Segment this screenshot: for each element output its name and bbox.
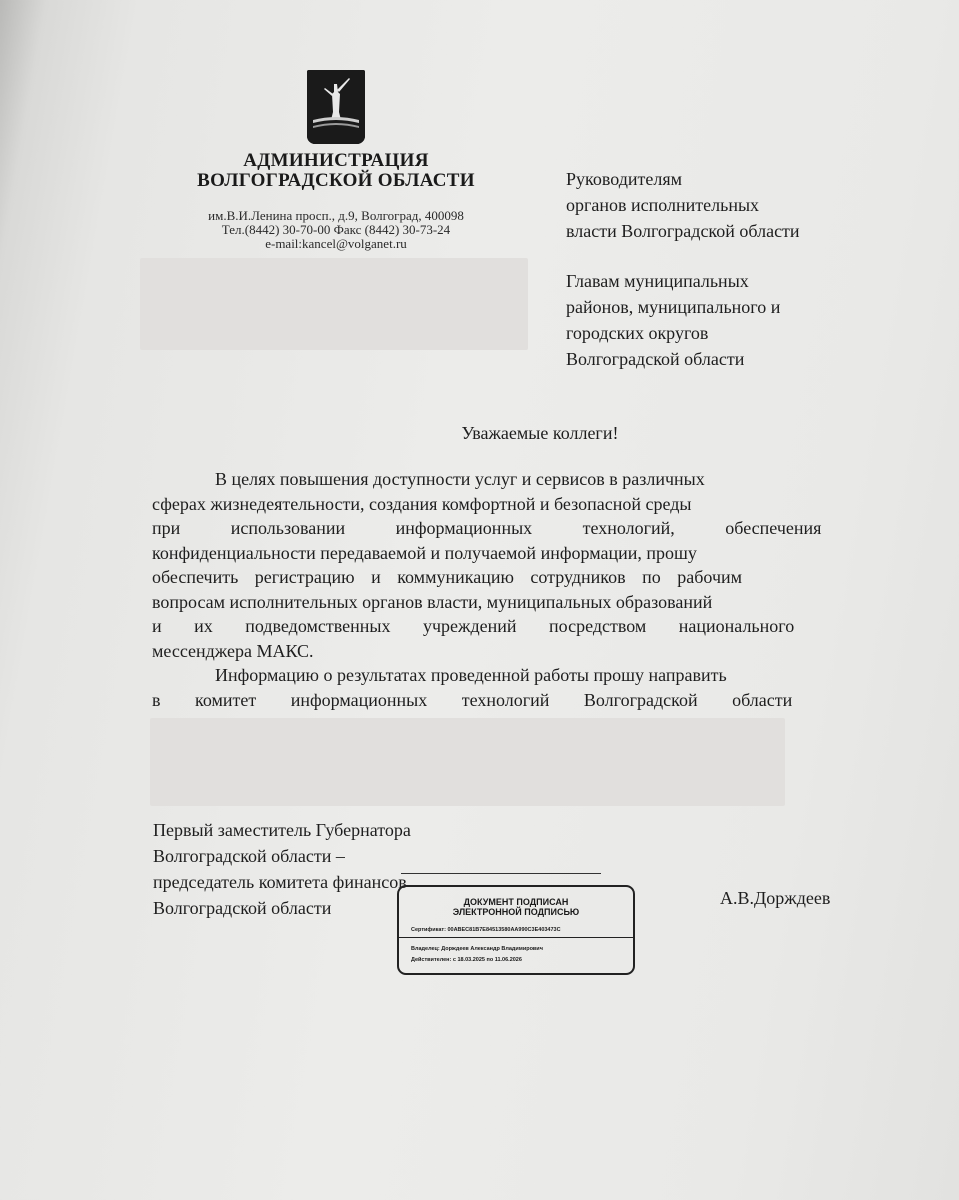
stamp-title-line1: ДОКУМЕНТ ПОДПИСАН	[463, 897, 569, 907]
position-line: Волгоградской области	[153, 898, 332, 918]
addressee-line: власти Волгоградской области	[566, 221, 800, 241]
redacted-block-header	[140, 258, 528, 350]
signer-name: А.В.Дорждеев	[720, 888, 831, 908]
paragraph-line: вопросам исполнительных органов власти, муниципальных образований	[152, 591, 713, 612]
coat-of-arms-emblem	[307, 70, 365, 144]
paragraph-line: в комитет информационных технологий Волгоградской области	[152, 689, 793, 710]
position-line: Первый заместитель Губернатора	[153, 820, 411, 840]
position-line: Волгоградской области –	[153, 846, 345, 866]
stamp-owner: Владелец: Дорждеев Александр Владимирович	[411, 946, 543, 952]
salutation: Уважаемые коллеги!	[461, 423, 619, 443]
addressee-line: Главам муниципальных	[566, 271, 749, 291]
stamp-divider	[399, 937, 633, 938]
motherland-statue-icon	[307, 70, 365, 144]
addressee-line: Волгоградской области	[566, 349, 745, 369]
addressee-group-2	[566, 268, 780, 372]
org-name-line1: АДМИНИСТРАЦИЯ	[243, 150, 429, 171]
organization-contacts	[150, 209, 522, 251]
paragraph-line: мессенджера МАКС.	[152, 640, 314, 661]
addressee-group-1	[566, 166, 800, 244]
stamp-title-line2: ЭЛЕКТРОННОЙ ПОДПИСЬЮ	[452, 907, 580, 917]
paragraph-line: сферах жизнедеятельности, создания комфортной и безопасной среды	[152, 493, 692, 514]
signature-position-block	[153, 817, 411, 921]
org-email: e-mail:kancel@volganet.ru	[265, 236, 407, 251]
org-address: им.В.И.Ленина просп., д.9, Волгоград, 400098	[208, 208, 464, 223]
paragraph-line: и их подведомственных учреждений посредством национального	[152, 616, 795, 636]
stamp-certificate: Сертификат: 00ABEC81B7E84513580AA990C3E403473C	[411, 927, 561, 933]
org-name-line2: ВОЛГОГРАДСКОЙ ОБЛАСТИ	[197, 170, 475, 191]
org-phones: Тел.(8442) 30-70-00 Факс (8442) 30-73-24	[221, 222, 451, 237]
paragraph-line: конфиденциальности передаваемой и получаемой информации, прошу	[152, 542, 697, 563]
redacted-block-body	[150, 718, 785, 806]
paragraph-line: В целях повышения доступности услуг и сервисов в различных	[215, 469, 705, 489]
addressee-line: органов исполнительных	[566, 195, 760, 215]
position-line: председатель комитета финансов	[153, 872, 407, 892]
paragraph-main	[152, 467, 864, 663]
paragraph-line: Информацию о результатах проведенной работы прошу направить	[215, 665, 727, 685]
stamp-title	[399, 897, 633, 917]
paragraph-line: при использовании информационных технологий, обеспечения	[152, 518, 822, 538]
paragraph-followup	[152, 663, 864, 712]
addressee-line: районов, муниципального и	[566, 297, 781, 317]
stamp-validity: Действителен: с 18.03.2025 по 11.06.2026	[411, 957, 522, 963]
organization-name	[150, 151, 522, 191]
addressee-line: Руководителям	[566, 169, 682, 189]
electronic-signature-stamp	[397, 885, 635, 975]
paragraph-line: обеспечить регистрацию и коммуникацию сотрудников по рабочим	[152, 567, 743, 587]
addressee-line: городских округов	[566, 323, 709, 343]
stamp-leader-line	[401, 873, 601, 874]
